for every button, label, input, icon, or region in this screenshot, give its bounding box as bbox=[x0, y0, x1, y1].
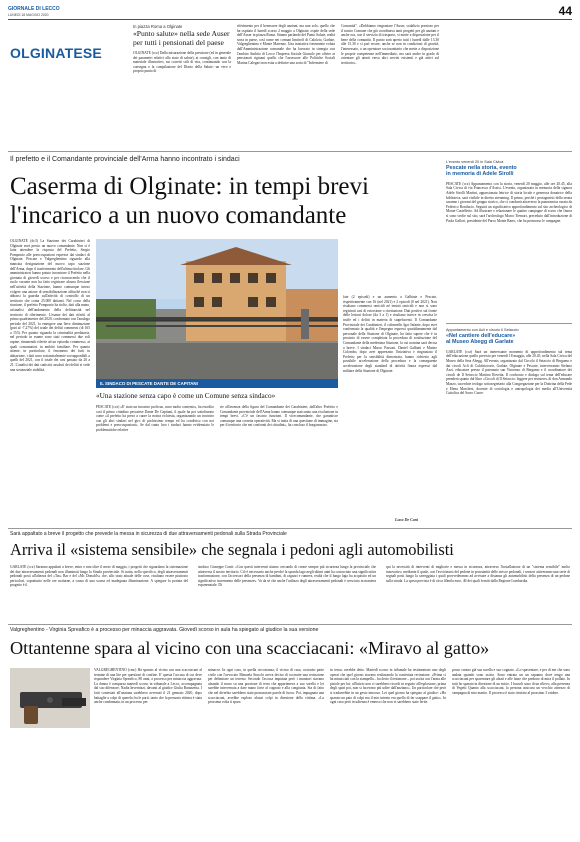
sistema-top-rule bbox=[8, 528, 572, 529]
ottantenne-col-2: minacce. In ogni caso, in quella circostanza, il vicino di casa, costruito parte civile con l'avvocato Manuela Stucchi aveva deciso di costruire una recinzione per delimitare un terreno. Secondo l'accusa imputata però i muratori stavano alzando il muro su una porzione di terra che apparteneva a suo sorella e lei sarebbe intervenuta a dare mano forte al cognato e alla congiunta. Sta di fatto che nel diverbio sarebbero state pronunciate parole di fuoco. Poi, impugnata una scacciacani, avrebbe esploso alcuni colpi in direzione della vittima. «La prossima volta ti spara bbox=[208, 668, 324, 705]
auser-kicker: In piazza Roma a Olginate bbox=[133, 24, 183, 29]
sistema-kicker: Sarà appaltato a breve il progetto che prevede la messa in sicurezza di due attraversamenti pedonali sulla Strada Provinciale bbox=[10, 531, 287, 537]
section-label: OLGINATESE bbox=[10, 45, 102, 61]
evento-title-line2: in memoria di Adele Sirolli bbox=[446, 171, 514, 178]
ottantenne-photo bbox=[10, 668, 90, 728]
auser-col-3: Comunità". «Dobbiamo ringraziare l'Auser, sodalizio prezioso per il nostro Comune che già coordinava tanti progetti per gli anziani e anche ora, con il servizio di trasporto, si mette a disposizione per il bene della comunità. Il punto sarà aperto tutti i lunedì dalle 13.30 alle 15.30 e si può recare, anche se non in condizioni di gravità, l'interessato, o un operatore sociosanitario che mette a disposizione le proprie competenze nell'immediato, ma sarà anche in grado di orientare gli utenti verso altri servizi esistenti e già attivi sul territorio». bbox=[341, 24, 439, 65]
sistema-col-1: GARLATE (ccz) Saranno appaltati a breve, entro e non oltre il mese di maggio, i progetti che riguardano la sistemazione dei due attraversamenti pedonali non illuminati lungo la Strada provinciale. Si tratta, nello specifico, degli attraversamenti pedonali posti all'altezza del «Tas» Bar e del «Mc Donald's» che, allo stato attuale delle cose, risultano essere piuttosto pericolosi, soprattutto nelle ore notturne, a causa di una scarsa ed inadeguata illuminazione. A spiegare la portata del progetto è il bbox=[10, 565, 188, 588]
caserma-title bbox=[10, 172, 440, 230]
caserma-quote-col-1: PESCATE (ccz) «E' stato un incontro proficuo, sono molto contento», ha esordito così il primo cittadino pescatese Dante De Capitani, il quale ha poi sottolineato come «il prefetto ha preso a cuore la nostra richiesta, organizzando un incontro con gli altri sindaci nel giro di pochissimo tempo ed ha condiviso con noi problemi e preoccupazioni». Se dal canto loro i sindaci hanno evidenziato le problematiche relative bbox=[96, 405, 214, 432]
auser-col-2: riferimento per il benessere degli anziani, ma non solo, quello che ha ospitato il lunedì scorso 2 maggio a Olginate, ospite della sede dell'Auser in piazza Roma. Stiamo parlando del Punto Salute, realtà sorta in paese, così come nei comuni limitrofi di Calolzio, Garlate, Valgreghentino e Monte Marenzo. Una iniziativa fortemente voluta dall'Amministrazione comunale che ha lavorato in sinergia con l'ambito Ambito di Lecco l'Impresa Sociale Girasole per offrire ai pensionati rigiuani quello che l'assessore alle Politiche Sociali Marina Calegari non esita a definire una sorta di "Infermiere di bbox=[237, 24, 335, 65]
sistema-col-2: sindaco Giuseppe Conti: «Con questi interventi stiamo cercando di creare sempre più sicurezza lungo la provinciale che attraversa il nostro territorio. Ciò è necessario anche perché la sponda lago negli ultimi anni ha conosciuto una significativa trasformazione, con l'accessori della presenza di bambini, di ragazzi e runners, realtà che il lungo lago ha acquisito ed un significativo incremento delle presenze». Va da sé che anche l'utilizzo degli attraversamenti pedonali è cresciuto in maniera esponenziale. Di bbox=[198, 565, 376, 588]
auser-title-line1: «Punto salute» nella sede Auser bbox=[133, 29, 230, 38]
evento-kicker: L'evento venerdì 20 in Sala Civica bbox=[446, 160, 504, 164]
paper-name: GIORNALE DI LECCO bbox=[8, 6, 60, 12]
photo-caption: IL SINDACO DI PESCATE DANTE DE CAPITANI bbox=[96, 379, 338, 388]
cantiere-kicker: Appuntamento con Acli e circolo Il Setaccio bbox=[446, 328, 519, 332]
ottantenne-col-3: in testa» avrebbe detto. Martedì scorso in tribunale ha testimoniato uno degli operai che quel giorno stavano realizzando la contestata recinzione. «Prima ci ha minacciati con la stampella – ha detto il testimone – poi uscita con l'arma alle pistole per lui: all'inizio non ci sarebbero ricordi in seguito all'esplosione, prima degli spari poi, non si facevano più udire dall'anziano». Un particolare che però si tradurrebbe in un gesto innocuo. Lei quel giorno ha spiegato al giudice: «Ho sparato un paio di colpi ma il mio intento era quello di far scappare il gatto». In ogni caso però in udienza è emerso che non vi sarebbero state ferite. bbox=[330, 668, 446, 705]
paper-date: LUNEDÌ 18 MAGGIO 2020 bbox=[8, 12, 49, 17]
ottantenne-title: Ottantenne spara al vicino con una scacciacani: «Miravo al gatto» bbox=[10, 638, 490, 658]
caserma-quote: «Una stazione senza capo è come un Comune senza sindaco» bbox=[96, 391, 276, 400]
evento-rule bbox=[446, 323, 572, 324]
ottantenne-photo-svg bbox=[10, 668, 90, 728]
evento-body: PESCATE (ccz) Appuntamento con la storia, venerdì 20 maggio, alle ore 20.45, alla Sala Civica di via Francesco d'Assisi. L'evento, organizzato in memoria della signora Adele Sirolli Martini, appassionata lettrice di storia locale e generosa donatrice della biblioteca, sarà visibile in diretta streaming. Il primo, perché i protagonisti della serata saranno i giovani del gruppo storico, che ci condurrà attraverso la panoramica curata da Federico Bonifacio. Seguirà un significativo approfondimento sul sito archeologico di Monte Castelletto. Ad illustrare e relazionare le quattro campagne di scavo che finora si sono svolte sul sito, sarà l'archeologo Marco Tremari, preceduto dall'introduzione di Paola Gallori, presidente del Parco Monte Barro, che ha promosso le campagne. bbox=[446, 181, 572, 223]
cantiere-title-line1: «Nel cantiere dell'educare» bbox=[446, 333, 516, 339]
auser-bottom-rule bbox=[8, 151, 572, 152]
cantiere-title bbox=[446, 333, 572, 346]
caserma-title-line2: l'incarico a un nuovo comandante bbox=[10, 202, 347, 229]
caserma-author: Luca De Cani bbox=[395, 517, 419, 522]
cantiere-body: GARLATE (ccz) Sarà un interessante momento di approfondimento sul tema dell'educazione quello previsto per venerdì 18 maggio, alle 20.45, nella Sala Civica del Museo della Seta Abegg. All'evento, organizzato dal Circolo il Setaccio di Bergamo e dai circoli Acli di Calolziocorte, Garlate, Olginate e Pescate, interverranno Stefano Azzi, educatore presso il patronato san Vincenzo di Bergamo e il coordinatore dei circoli de Il Setaccio Martino Rovetta. Il confronto e dialogo sul tema dell'educare prenderà spunto dal libro «Circoli di Il Setaccio: leggere per resistere» di don Armando Mazzo, sacerdote teologo sottosegretario alla Congregazione per la Dottrina della Fede e Elena Marchesi, docente di sociologia e antropologia dei media all'Università Cattolica del Sacro Cuore. bbox=[446, 349, 572, 396]
ottantenne-kicker: Valgreghentino - Virginia Spreafico è a processo per minaccia aggravata. Giovedì scorso in aula ha spiegato al giudice la sua versione bbox=[10, 627, 319, 633]
caserma-photo bbox=[96, 239, 338, 379]
auser-col-1: OLGINATE (ccz) Dalla misurazione della pressione (ed in generale dei parametri relativi allo stato di salute), ai consigli, con tanto di materiale illustrativo, sui corretti stili di vita, continuando con la consegna e la compilazione del Diario della Salute: un vero e proprio punto di bbox=[133, 51, 231, 74]
auser-article bbox=[133, 24, 439, 146]
page-number: 44 bbox=[558, 4, 572, 18]
ottantenne-top-rule bbox=[8, 624, 572, 625]
caserma-kicker: Il prefetto e il Comandante provinciale dell'Arma hanno incontrato i sindaci bbox=[10, 156, 240, 163]
evento-title bbox=[446, 165, 572, 178]
ottantenne-col-4: posso creano già sua sorella e suo cognato. «Lo spaventare, e per di me che sono andata quando sono uscito. Sono entrata un un capanno dove tengo una scacciacani per spaventare gli alzati e alle faine che predono di mira il pollaio. In tutti ho sparato in direzione di un micio. I bossoli sono di un rilievo, alla presenza di Vegetti Quanto alla scacciacani, la persona assicura un vecchio attrezzo di campagna di mio marito. Il processo è stato rinviato al prossimo 3 ottobre. bbox=[452, 668, 570, 695]
caserma-col-1: OLGINATE (dc3) La Stazione dei Carabinieri di Olginate avrà presto un nuovo comandante. Non si è fatta attendere la risposta del Prefetto, Sergio Pomponio alle preoccupazioni espresse dai sindaci di Olginate, Pescate e Valgreghentino riguardo alla mancata designazione del nuovo capo stazione dell'Arma, dopo il trasferimento dell'ultimo titolare. Gli amministratori hanno potuto incontrare il Prefetto nella giornata di giovedì scorso e per riconoscendo che il ruolo vacante non ha fatto registrare alcuna flessione nell'attività della Stazione, hanno comunque inteso volgere una azione di sensibilizzazione affinché non si abbassi la guardia sull'attività di controllo di un territorio che conta 25.000 abitanti. Nel corso della riunione, il prefetto Pomponio ha riolto, dati alla mano, un'analisi dell'andamento della delittuosità nel territorio di riferimento. L'esame dei dati riferiti al primo quadrimestre del 2020, confrontato con l'analogo periodo del 2021, fa emergere una lieve diminuzione (pari al -7,27%) del totale dei delitti commessi (di 165 a 153). Per quanto riguarda la criminalità predatoria, nel periodo in esame sono stati commessi due soli rapine, rimanendo riferite ad un episodio commesso, ai quali consumatosi in ambito familiare. Per quanto attiene, in particolare, il fenomeno dei furti in abitazione, i dati sono sostanzialmente sovrapponibili a quelli del 2021, con il totale dei casi passato da 20 a 21. L'analisi dei dati statistici assoluti dei delitti si vede una sostanziale stabilità. bbox=[10, 239, 90, 372]
cantiere-article bbox=[446, 328, 572, 518]
caserma-title-line1: Caserma di Olginate: in tempi brevi bbox=[10, 173, 369, 200]
caserma-quote-col-2: rie all'assenza della figura del Comandante dei Carabinieri, dall'altro Prefetto e Comandante provinciale dell'Arma hanno comunque assicurato una risoluzione in tempi brevi. «C'è un fascino funzioni. Il vicecomandante, che garantisce comunque una corretta operatività. Ma si tratta di una questione di immagine, sia per il territorio che nei confronti dei cittadini», ha concluso il borgomastro. bbox=[220, 405, 338, 428]
cantiere-title-line2: al Museo Abegg di Garlate bbox=[446, 339, 514, 346]
sistema-col-3: qui la necessità di interventi di migliorie e messa in sicurezza, attraverso l'installazione di un "sistema sensibile" molto innovativo, mediante il quale, con l'avvicinarsi del pedone in prossimità delle strisce pedonali, i sensori attiveranno una serie di segnali posti lungo la carreggiata i quali provvederanno ad avvisare a distanza gli automobilisti della presenza di un pedone sulla strada. La spesa prevista è di circa 40mila euro, 40 dei quali forniti dalla Regione Lombardia. bbox=[386, 565, 570, 583]
caserma-photo-svg bbox=[96, 239, 338, 379]
sistema-title: Arriva il «sistema sensibile» che segnala i pedoni agli automobilisti bbox=[10, 540, 454, 559]
masthead-rule bbox=[8, 19, 572, 20]
evento-title-line1: Pescate nella storia, evento bbox=[446, 165, 517, 171]
ottantenne-col-1: VALGREGHENTINO (cmc) Ha sparato al vicino con una scacciacani al termine di una lite per questioni di confine. E' questa l'accusa di cui deve rispondere Virginia Spreafico, 80 anni, a processo per minaccia aggravata. La donna è comparsa martedì scorso in tribunale a Lecco, accompagnata dal suo difensore, Nadia Invernizzi, davanti al giudice Giulia Barazzetta. I fatti contestati all'anziana sarebbero avvenuti il 21 gennaio 2020, dopo battaglie a colpi di querela fra le parti, tanto che la presunta vittima è stata anche condannata, in un processo per bbox=[94, 668, 202, 705]
auser-title-line2: per tutti i pensionati del paese bbox=[133, 37, 224, 47]
caserma-col-2: fate (2 episodi) e un aumento a Galbiate e Pescate, rispettivamente con 16 (nel 2021) e 2 episodi (0 nel 2021). Non risultano commessi omicidi né tentati omicidi e non si sono registrati casi di estorsione o ricettazione. Dati positivi sul fronte delle lesioni dolose (da 3 a 1) e risultano invece in crescita le truffe ed i delitti in materia di stupefacenti. Il Comandante Provinciale dei Carabinieri, il colonnello Igor Infante, dopo aver confermato la qualità e l'impegno espressi quotidianamente dal personale della Stazione di Olginate, ha fatto sapere che è in procinto di essere completata la procedura di sostituzione del Comandante della medesima Stazione, la cui nomina sarà decisa a breve. I sindaci Marco Passoni, Daniel Galbiati e Matteo Colombo, dopo aver apprezzato l'iniziativa e ringraziato il Prefetto per la sensibilità dimostrata, hanno richiesto agli possibile accelerazione della procedura e la conseguente accelerazione degli standard di attività finora espressi dal militare della Stazione di Olginate. bbox=[343, 295, 437, 373]
